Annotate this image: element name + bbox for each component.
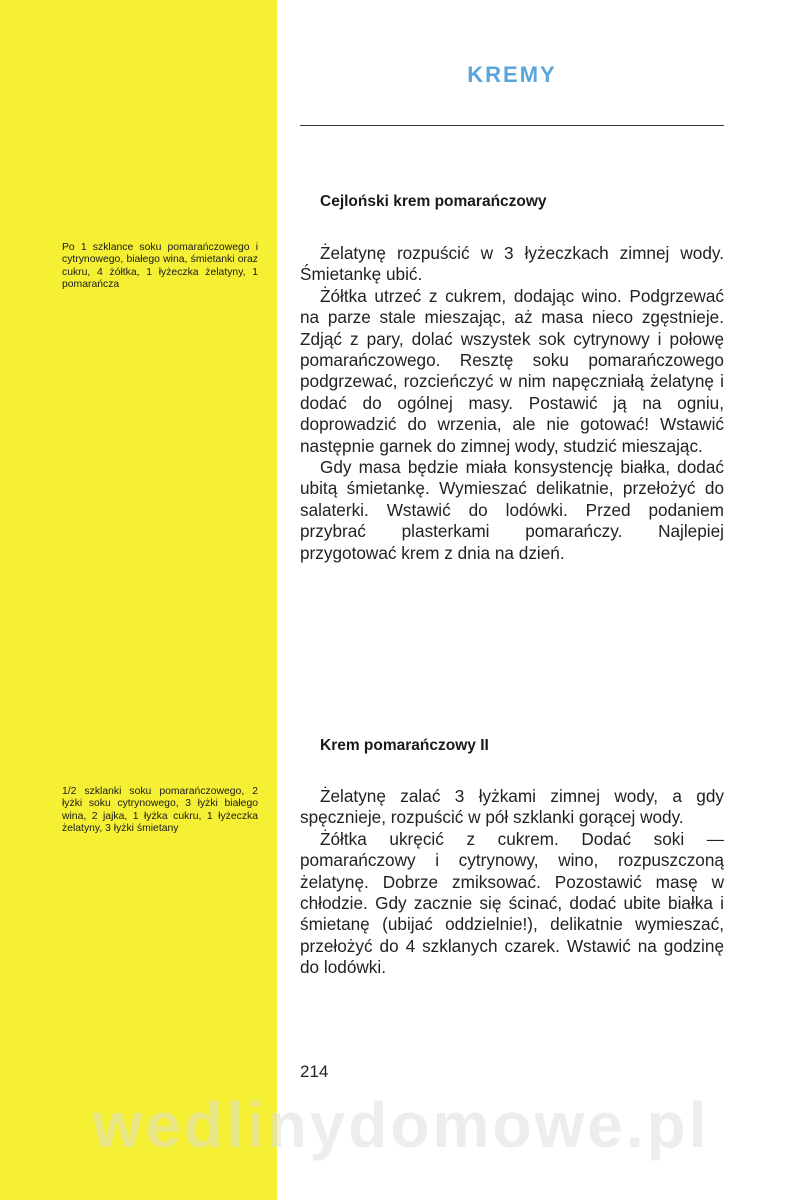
recipe-2-body	[300, 786, 724, 979]
recipe-1-ingredients: Po 1 szklance soku pomarańczowego i cytrynowego, białego wina, śmietanki oraz cukru, 4 żółtka, 1 łyżeczka żelatyny, 1 pomarańcza	[62, 242, 258, 291]
recipe-2-paragraph: Żelatynę zalać 3 łyżkami zimnej wody, a gdy spęcznieje, rozpuścić w pół szklanki gorącej wody.	[300, 786, 724, 828]
ingredients-sidebar	[0, 0, 277, 1200]
recipe-2-title: Krem pomarańczowy II	[320, 737, 489, 754]
recipe-1-paragraph: Żółtka utrzeć z cukrem, dodając wino. Podgrzewać na parze stale mieszając, aż masa nieco zgęstnieje. Zdjąć z pary, dolać wszystek sok cytrynowy i połowę pomarańczowego. Resztę soku pomarańczowego podgrzewać, rozcieńczyć w nim napęczniałą żelatynę i dodać do ogólnej masy. Postawić ją na ogniu, doprowadzić do wrzenia, ale nie gotować! Wstawić następnie garnek do zimnej wody, studzić mieszając.	[300, 285, 724, 456]
title-divider	[300, 125, 724, 126]
watermark: wedlinydomowe.pl	[92, 1089, 710, 1161]
recipe-1-paragraph: Gdy masa będzie miała konsystencję białka, dodać ubitą śmietankę. Wymieszać delikatnie, przełożyć do salaterki. Wstawić do lodówki. Przed podaniem przybrać plasterkami pomarańczy. Najlepiej przygotować krem z dnia na dzień.	[300, 457, 724, 563]
page-number: 214	[300, 1062, 329, 1081]
recipe-2-ingredients: 1/2 szklanki soku pomarańczowego, 2 łyżki soku cytrynowego, 3 łyżki białego wina, 2 jajka, 1 łyżka cukru, 1 łyżeczka żelatyny, 3 łyżki śmietany	[62, 786, 258, 835]
chapter-title: KREMY	[467, 62, 557, 87]
recipe-1-title: Cejloński krem pomarańczowy	[320, 193, 547, 210]
recipe-1-paragraph: Żelatynę rozpuścić w 3 łyżeczkach zimnej wody. Śmietankę ubić.	[300, 243, 724, 285]
recipe-2-paragraph: Żółtka ukręcić z cukrem. Dodać soki — pomarańczowy i cytrynowy, wino, rozpuszczoną żelatynę. Dobrze zmiksować. Pozostawić masę w chłodzie. Gdy zacznie się ścinać, dodać ubite białka i śmietanę (ubijać oddzielnie!), delikatnie wymieszać, przełożyć do 4 szklanych czarek. Wstawić na godzinę do lodówki.	[300, 828, 724, 978]
recipe-1-body	[300, 243, 724, 564]
